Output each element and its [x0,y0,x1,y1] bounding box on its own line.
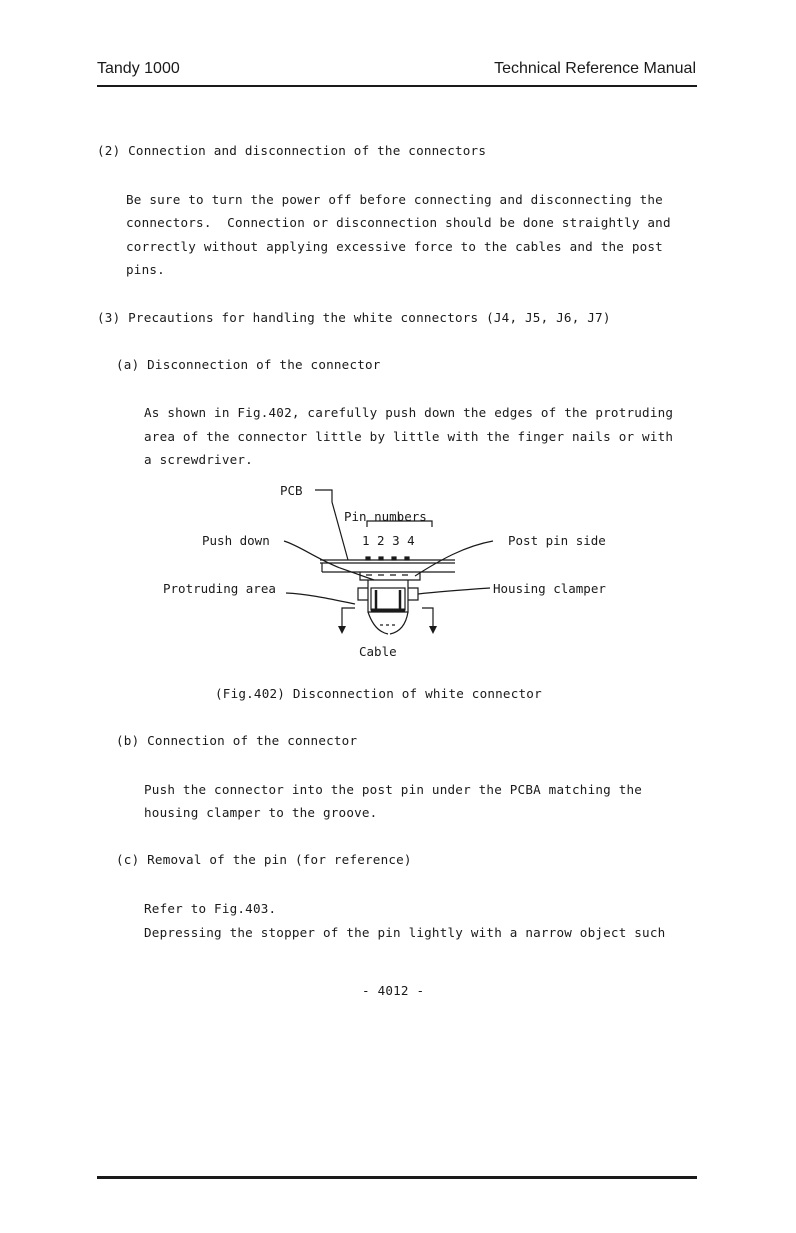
subsection-b-title: (b) Connection of the connector [116,733,358,748]
subsection-c-line: Depressing the stopper of the pin lightly with a narrow object such [144,925,666,940]
label-pins: 1 2 3 4 [362,533,415,548]
section-2-line: pins. [126,262,165,277]
header-title-left: Tandy 1000 [97,60,180,77]
subsection-b-line: Push the connector into the post pin under the PCBA matching the [144,782,643,797]
post-pin-leader [415,541,493,576]
subsection-c-line: Refer to Fig.403. [144,901,277,916]
arrowhead-right [429,626,437,634]
section-2-line: correctly without applying excessive force to the cables and the post [126,239,663,254]
subsection-a-line: a screwdriver. [144,452,253,467]
figure-caption: (Fig.402) Disconnection of white connector [215,686,542,701]
section-3-title: (3) Precautions for handling the white connectors (J4, J5, J6, J7) [97,310,611,325]
label-cable: Cable [359,644,397,659]
subsection-c-title: (c) Removal of the pin (for reference) [116,852,412,867]
arrowhead-left [338,626,346,634]
header-rule [97,85,697,87]
pcb-leader [315,490,348,560]
subsection-a-line: area of the connector little by little with the finger nails or with [144,429,674,444]
page-number: - 4012 - [362,983,425,998]
housing-clamper-right [408,588,418,600]
cable-right [390,612,408,634]
header-title-right: Technical Reference Manual [494,60,696,77]
label-push-down: Push down [202,533,270,548]
label-housing-clamper: Housing clamper [493,581,606,596]
subsection-a-title: (a) Disconnection of the connector [116,357,381,372]
connector-body [368,580,408,612]
label-post-pin-side: Post pin side [508,533,606,548]
section-2-title: (2) Connection and disconnection of the connectors [97,143,487,158]
cable-left [368,612,388,634]
subsection-a-line: As shown in Fig.402, carefully push down the edges of the protruding [144,405,674,420]
footer-rule [97,1176,697,1179]
housing-clamper-leader [418,588,490,594]
connector-diagram [150,476,620,666]
label-pin-numbers: Pin numbers [344,509,427,524]
label-protruding-area: Protruding area [163,581,276,596]
section-2-line: Be sure to turn the power off before connecting and disconnecting the [126,192,663,207]
label-pcb: PCB [280,483,303,498]
protruding-leader [286,593,355,604]
section-2-line: connectors. Connection or disconnection should be done straightly and [126,215,671,230]
subsection-b-line: housing clamper to the groove. [144,805,378,820]
housing-clamper-left [358,588,368,600]
